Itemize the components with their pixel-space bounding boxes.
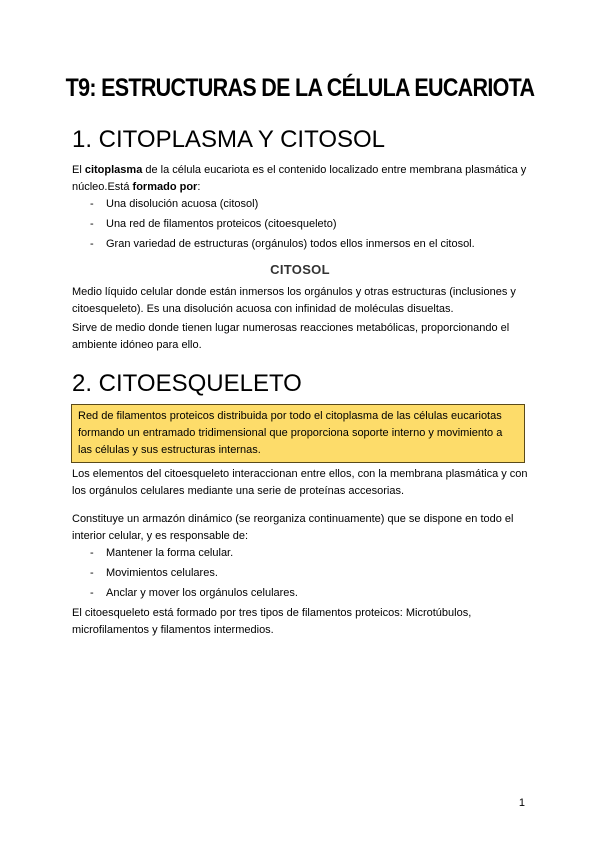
citosol-subheading: CITOSOL [270,262,330,277]
list-item-text: Una red de filamentos proteicos (citoesqueleto) [106,218,337,230]
section-heading-citoplasma: 1. CITOPLASMA Y CITOSOL [72,126,386,153]
intro-text-3: : [197,181,201,193]
definition-callout: Red de filamentos proteicos distribuida por todo el citoplasma de las células eucariotas formando un entramado tridimensional que proporciona soporte interno y movimiento a las células y sus estructuras internas. [71,404,525,463]
list-item-text: Mantener la forma celular. [106,547,234,559]
intro-bold-citoplasma: citoplasma [84,164,143,176]
section-heading-citoesqueleto: 2. CITOESQUELETO [72,370,302,397]
dash-bullet-icon: - [90,547,94,559]
document-title: T9: ESTRUCTURAS DE LA CÉLULA EUCARIOTA [65,74,535,102]
intro-text-1: El [72,164,85,176]
list-item-text: Movimientos celulares. [106,567,218,579]
dash-bullet-icon: - [90,567,94,579]
list-item [72,585,532,605]
list-item-text: Anclar y mover los orgánulos celulares. [106,587,298,599]
citoplasma-components-list [72,196,532,256]
dash-bullet-icon: - [90,218,94,230]
citoesqueleto-paragraph-2: Constituye un armazón dinámico (se reorganiza continuamente) que se dispone en todo el interior celular, y es responsable de: [72,513,514,542]
citoesqueleto-paragraph-3: El citoesqueleto está formado por tres tipos de filamentos proteicos: Microtúbulos, microfilamentos y filamentos intermedios. [72,607,472,636]
dash-bullet-icon: - [90,587,94,599]
citoesqueleto-functions-list [72,545,532,605]
intro-text-2: de la célula eucariota es el contenido localizado entre membrana plasmática y núcleo.Está [72,164,527,193]
citosol-paragraph-2: Sirve de medio donde tienen lugar numerosas reacciones metabólicas, proporcionando el ambiente idóneo para ello. [72,322,510,351]
list-item [72,545,532,565]
list-item-text: Gran variedad de estructuras (orgánulos) todos ellos inmersos en el citosol. [106,238,475,250]
list-item [72,196,532,216]
dash-bullet-icon: - [90,238,94,250]
dash-bullet-icon: - [90,198,94,210]
list-item [72,216,532,236]
intro-bold-formado: formado por [132,181,198,193]
citoplasma-intro [72,162,532,196]
list-item-text: Una disolución acuosa (citosol) [106,198,259,210]
page-number: 1 [518,797,525,809]
list-item [72,565,532,585]
citoesqueleto-paragraph-1: Los elementos del citoesqueleto interaccionan entre ellos, con la membrana plasmática y con los orgánulos celulares mediante una serie de proteínas accesorias. [72,468,528,497]
citosol-paragraph-1: Medio líquido celular donde están inmersos los orgánulos y otras estructuras (inclusiones y citoesqueleto). Es una disolución acuosa con infinidad de moléculas disueltas. [72,286,516,315]
list-item [72,236,532,256]
